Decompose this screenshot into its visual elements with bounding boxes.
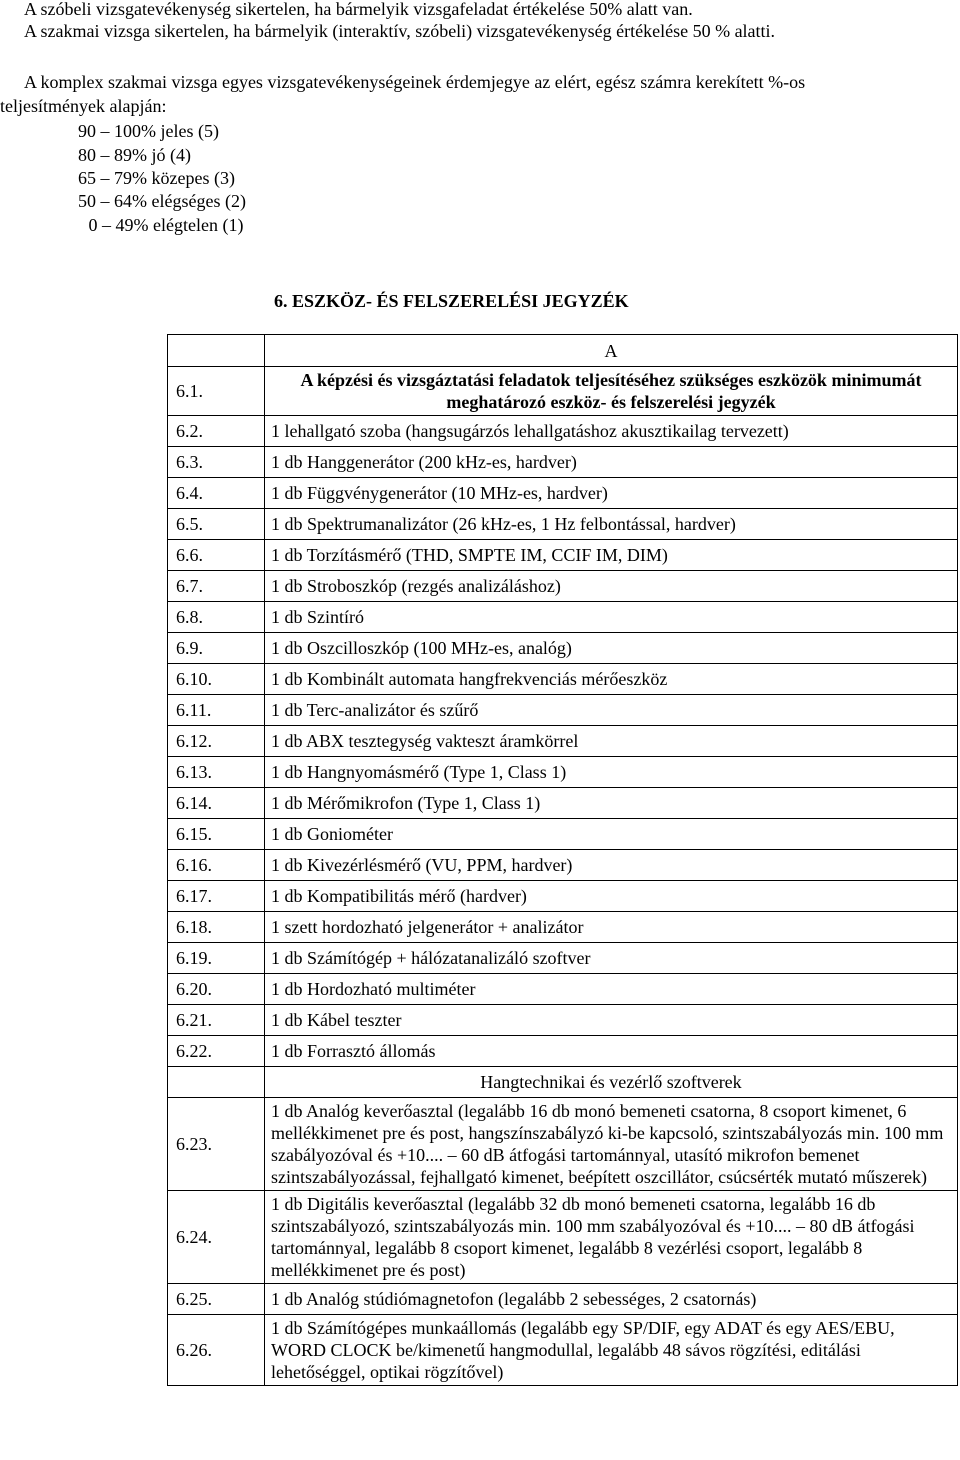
row-description: 1 db Stroboszkóp (rezgés analizáláshoz)	[265, 571, 958, 602]
table-row	[168, 478, 958, 509]
row-description: 1 db Számítógép + hálózatanalizáló szoftver	[265, 943, 958, 974]
row-number: 6.25.	[168, 1284, 265, 1315]
row-number: 6.16.	[168, 850, 265, 881]
row-description: 1 db Analóg keverőasztal (legalább 16 db monó bemeneti csatorna, 8 csoport kimenet, 6 mellékkimenet pre és post, hangszínszabályzó ki-be kapcsoló, szintszabályozás min. 100 mm szabályozóval és +10.... – 60 dB átfogási tartománnyal, utasító mikrofon bemenet szintszabályozással, fejhallgató kimenet, beépített oszcillátor, csúcsérték mutató műszerek)	[265, 1098, 958, 1191]
table-row	[168, 1315, 958, 1386]
table-row	[168, 571, 958, 602]
row-description: 1 db ABX tesztegység vakteszt áramkörrel	[265, 726, 958, 757]
row-number: 6.7.	[168, 571, 265, 602]
row-description: 1 db Torzításmérő (THD, SMPTE IM, CCIF IM, DIM)	[265, 540, 958, 571]
table-row	[168, 509, 958, 540]
row-number: 6.21.	[168, 1005, 265, 1036]
grade-good: 80 – 89% jó (4)	[78, 145, 191, 165]
table-row	[168, 726, 958, 757]
row-number: 6.19.	[168, 943, 265, 974]
table-title: A képzési és vizsgáztatási feladatok teljesítéséhez szükséges eszközök minimumát meghatározó eszköz- és felszerelési jegyzék	[265, 367, 958, 416]
row-description: 1 db Digitális keverőasztal (legalább 32 db monó bemeneti csatorna, legalább 16 db szintszabályozó, szintszabályozás min. 100 mm szabályozóval és +10.... – 80 dB átfogási tartománnyal, legalább 8 csoport kimenet, legalább 8 vezérlési csoport, legalább 8 mellékkimenet pre és post)	[265, 1191, 958, 1284]
row-number: 6.24.	[168, 1191, 265, 1284]
row-description: 1 db Analóg stúdiómagnetofon (legalább 2 sebességes, 2 csatornás)	[265, 1284, 958, 1315]
subheader-row	[168, 1067, 958, 1098]
row-number	[168, 1067, 265, 1098]
row-description: 1 db Kombinált automata hangfrekvenciás mérőeszköz	[265, 664, 958, 695]
row-number: 6.8.	[168, 602, 265, 633]
row-description: 1 db Hordozható multiméter	[265, 974, 958, 1005]
row-description: 1 db Hangnyomásmérő (Type 1, Class 1)	[265, 757, 958, 788]
row-number: 6.26.	[168, 1315, 265, 1386]
grade-average: 65 – 79% közepes (3)	[78, 168, 235, 188]
grade-sufficient: 50 – 64% elégséges (2)	[78, 191, 246, 211]
row-number: 6.6.	[168, 540, 265, 571]
row-description: 1 db Kompatibilitás mérő (hardver)	[265, 881, 958, 912]
table-row	[168, 881, 958, 912]
intro-line-2: A szakmai vizsga sikertelen, ha bármelyik (interaktív, szóbeli) vizsgatevékenység értékelése 50 % alatti.	[24, 21, 776, 41]
row-number: 6.11.	[168, 695, 265, 726]
software-subheader: Hangtechnikai és vezérlő szoftverek	[265, 1067, 958, 1098]
row-description: 1 db Goniométer	[265, 819, 958, 850]
row-number: 6.13.	[168, 757, 265, 788]
row-description: 1 db Kivezérlésmérő (VU, PPM, hardver)	[265, 850, 958, 881]
table-row	[168, 633, 958, 664]
table-row	[168, 1005, 958, 1036]
section-title: 6. ESZKÖZ- ÉS FELSZERELÉSI JEGYZÉK	[274, 291, 629, 311]
row-description: 1 db Mérőmikrofon (Type 1, Class 1)	[265, 788, 958, 819]
row-number: 6.5.	[168, 509, 265, 540]
row-description: 1 db Forrasztó állomás	[265, 1036, 958, 1067]
table-title-row	[168, 367, 958, 416]
grade-insufficient: 0 – 49% elégtelen (1)	[84, 215, 244, 235]
table-row	[168, 664, 958, 695]
table-row	[168, 850, 958, 881]
row-description: 1 db Oszcilloszkóp (100 MHz-es, analóg)	[265, 633, 958, 664]
table-row	[168, 1098, 958, 1191]
row-number: 6.12.	[168, 726, 265, 757]
table-row	[168, 695, 958, 726]
row-number: 6.22.	[168, 1036, 265, 1067]
table-row	[168, 1191, 958, 1284]
table-row	[168, 416, 958, 447]
row-description: 1 db Szintíró	[265, 602, 958, 633]
table-row	[168, 974, 958, 1005]
row-number: 6.1.	[168, 367, 265, 416]
row-number: 6.23.	[168, 1098, 265, 1191]
row-description: 1 szett hordozható jelgenerátor + analizátor	[265, 912, 958, 943]
header-num-cell	[168, 335, 265, 367]
table-row	[168, 540, 958, 571]
row-number: 6.9.	[168, 633, 265, 664]
row-description: 1 lehallgató szoba (hangsugárzós lehallgatáshoz akusztikailag tervezett)	[265, 416, 958, 447]
table-row	[168, 788, 958, 819]
row-description: 1 db Spektrumanalizátor (26 kHz-es, 1 Hz felbontással, hardver)	[265, 509, 958, 540]
row-description: 1 db Számítógépes munkaállomás (legalább egy SP/DIF, egy ADAT és egy AES/EBU, WORD CLOCK be/kimenetű hangmodullal, legalább 48 sávos rögzítési, editálási lehetőséggel, optikai rögzítővel)	[265, 1315, 958, 1386]
row-description: 1 db Függvénygenerátor (10 MHz-es, hardver)	[265, 478, 958, 509]
row-number: 6.4.	[168, 478, 265, 509]
column-header: A	[265, 335, 958, 367]
intro-line-1: A szóbeli vizsgatevékenység sikertelen, ha bármelyik vizsgafeladat értékelése 50% alatt van.	[24, 0, 693, 19]
table-row	[168, 602, 958, 633]
table-row	[168, 757, 958, 788]
table-row	[168, 943, 958, 974]
grading-paragraph-line-2: teljesítmények alapján:	[0, 96, 167, 116]
grade-excellent: 90 – 100% jeles (5)	[78, 121, 219, 141]
row-number: 6.20.	[168, 974, 265, 1005]
table-row	[168, 819, 958, 850]
table-row	[168, 912, 958, 943]
row-number: 6.10.	[168, 664, 265, 695]
row-number: 6.3.	[168, 447, 265, 478]
row-number: 6.14.	[168, 788, 265, 819]
equipment-table	[167, 334, 958, 1386]
row-description: 1 db Hanggenerátor (200 kHz-es, hardver)	[265, 447, 958, 478]
row-number: 6.15.	[168, 819, 265, 850]
row-number: 6.2.	[168, 416, 265, 447]
row-number: 6.18.	[168, 912, 265, 943]
table-row	[168, 447, 958, 478]
table-header-row	[168, 335, 958, 367]
table-row	[168, 1284, 958, 1315]
row-number: 6.17.	[168, 881, 265, 912]
row-description: 1 db Terc-analizátor és szűrő	[265, 695, 958, 726]
table-row	[168, 1036, 958, 1067]
row-description: 1 db Kábel teszter	[265, 1005, 958, 1036]
grading-paragraph-line-1: A komplex szakmai vizsga egyes vizsgatevékenységeinek érdemjegye az elért, egész számra kerekített %-os	[24, 72, 806, 92]
